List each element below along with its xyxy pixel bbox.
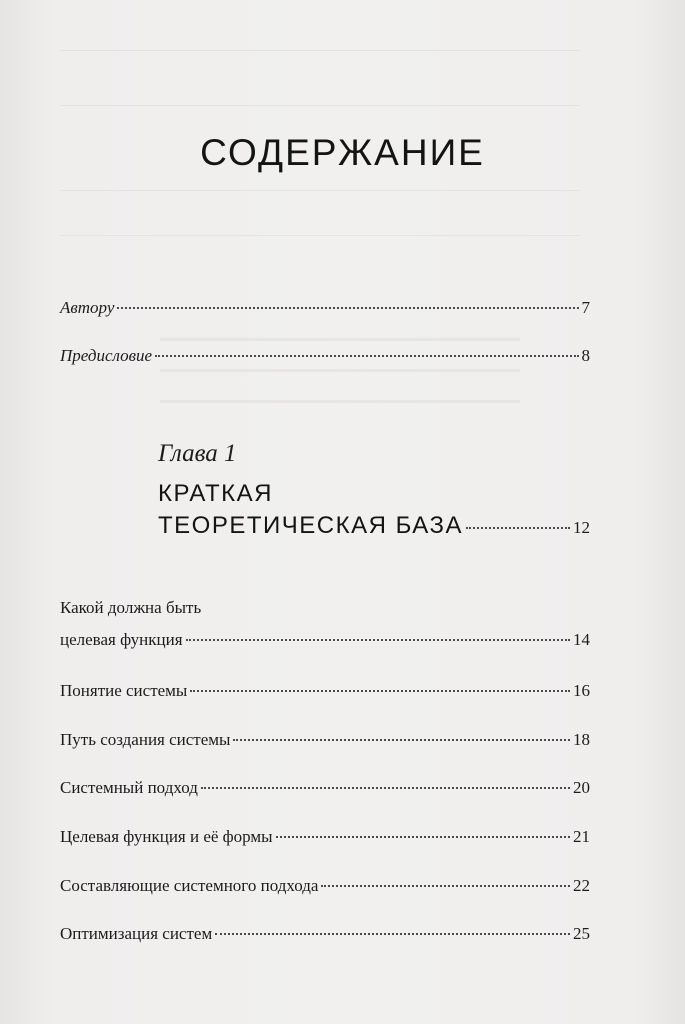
show-through-line — [60, 95, 580, 106]
toc-page-number: 21 — [573, 827, 590, 846]
toc-page-number: 8 — [581, 346, 590, 365]
toc-page-number: 7 — [581, 298, 590, 317]
toc-page-number: 14 — [573, 630, 590, 649]
toc-entry-approach-components[interactable] — [60, 876, 590, 896]
dot-leader — [201, 787, 570, 789]
toc-entry-label: Автору — [60, 298, 115, 317]
show-through-line — [60, 225, 580, 236]
toc-entry-label: Целевая функция и её формы — [60, 827, 273, 846]
toc-entry-label: Составляющие системного подхода — [60, 876, 319, 895]
toc-entry-preface[interactable] — [60, 346, 590, 366]
dot-leader — [186, 639, 570, 641]
dot-leader — [155, 355, 578, 357]
dot-leader — [233, 739, 570, 741]
dot-leader — [215, 933, 570, 935]
toc-page-number: 16 — [573, 681, 590, 700]
show-through-block — [160, 310, 520, 430]
dot-leader — [190, 690, 570, 692]
toc-entry-author[interactable] — [60, 298, 590, 318]
toc-entry-label: Путь создания системы — [60, 730, 231, 749]
toc-entry-label: Понятие системы — [60, 681, 188, 700]
page-title: СОДЕРЖАНИЕ — [200, 132, 485, 173]
toc-page-number: 18 — [573, 730, 590, 749]
chapter-label: Глава 1 — [158, 440, 237, 467]
toc-entry-label: Системный подход — [60, 778, 198, 797]
dot-leader — [466, 527, 570, 529]
show-through-line — [60, 180, 580, 191]
dot-leader — [117, 307, 578, 309]
toc-entry-label: Оптимизация систем — [60, 924, 213, 943]
toc-entry-chapter-1[interactable] — [158, 512, 590, 540]
toc-entry-label: Предисловие — [60, 346, 153, 365]
toc-entry-function-forms[interactable] — [60, 827, 590, 847]
toc-entry-target-function[interactable] — [60, 630, 590, 650]
toc-entry-label: целевая функция — [60, 630, 183, 649]
toc-entry-label-line1: Какой должна быть — [60, 598, 202, 617]
toc-entry-system-creation[interactable] — [60, 730, 590, 750]
toc-page-number: 12 — [573, 518, 590, 537]
toc-page-number: 22 — [573, 876, 590, 895]
dot-leader — [321, 885, 570, 887]
toc-entry-system-concept[interactable] — [60, 681, 590, 701]
toc-entry-system-approach[interactable] — [60, 778, 590, 798]
chapter-title-line2: ТЕОРЕТИЧЕСКАЯ БАЗА — [158, 512, 464, 539]
chapter-title-line1: КРАТКАЯ — [158, 480, 273, 507]
dot-leader — [276, 836, 570, 838]
toc-page-number: 20 — [573, 778, 590, 797]
toc-page-number: 25 — [573, 924, 590, 943]
show-through-line — [60, 40, 580, 51]
toc-entry-system-optimization[interactable] — [60, 924, 590, 944]
